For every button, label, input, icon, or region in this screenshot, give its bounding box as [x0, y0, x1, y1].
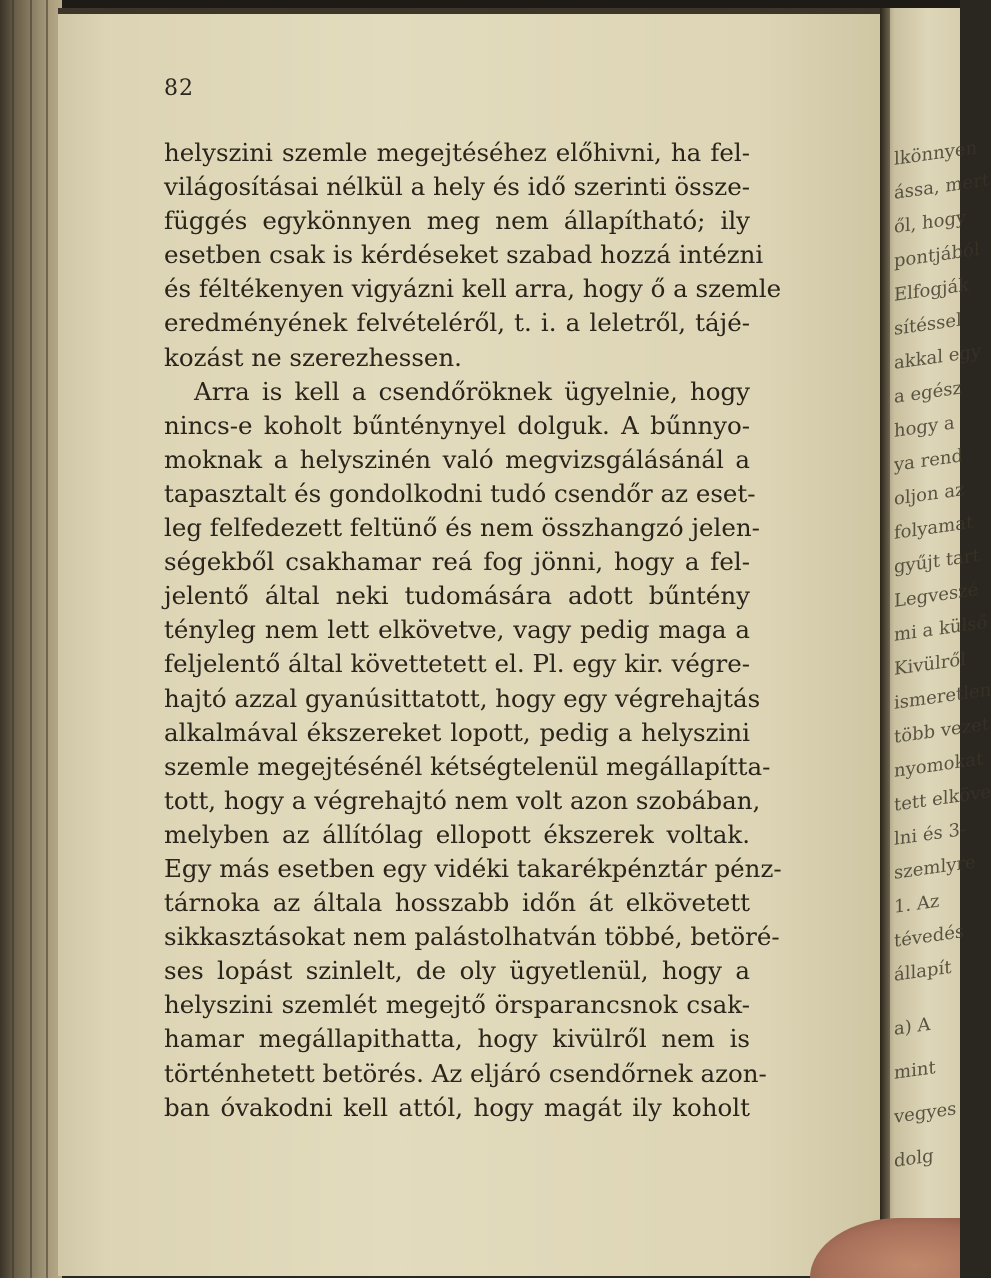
adjacent-page-fragment: Kivülről: [894, 648, 966, 680]
text-line: leg felfedezett feltünő és nem összhangzó jelen-: [164, 513, 760, 543]
adjacent-page-fragment: szemlyre: [894, 851, 976, 884]
adjacent-page-fragment: Elfogják: [894, 274, 970, 306]
text-line: Egy más esetben egy vidéki takarékpénztár pénz-: [164, 853, 782, 883]
adjacent-page-fragment: hogy a: [894, 412, 955, 442]
adjacent-page-fragment: mint: [894, 1057, 936, 1084]
adjacent-page-fragment: lni és 3-: [894, 818, 966, 850]
adjacent-page-fragment: akkal egy: [894, 340, 982, 374]
text-line: függés egykönnyen meg nem állapítható; ily: [164, 206, 750, 236]
adjacent-page-fragment: ássa, mert: [894, 169, 989, 204]
page-body-text: [164, 136, 782, 1125]
text-line: jelentő által neki tudomására adott bűntény: [164, 581, 750, 611]
text-line: Arra is kell a csendőröknek ügyelnie, hogy: [194, 376, 750, 406]
adjacent-page-fragment: 1. Az: [894, 890, 940, 918]
text-line: melyben az állítólag ellopott ékszerek voltak.: [164, 819, 750, 849]
spine-line: [12, 0, 14, 1278]
spine-line: [46, 0, 48, 1278]
adjacent-page-fragment: a) A: [894, 1013, 931, 1040]
text-line: tényleg nem lett elkövetve, vagy pedig maga a: [164, 615, 750, 645]
page-number: 82: [164, 76, 194, 101]
adjacent-page-fragment: lkönnyen: [894, 137, 978, 170]
adjacent-page-fragment: pontjából: [894, 238, 980, 272]
text-line: alkalmával ékszereket lopott, pedig a helyszini: [164, 717, 750, 747]
adjacent-page-fragment: gyűjt tart: [894, 544, 980, 578]
text-line: szemle megejtésénél kétségtelenül megállapítta-: [164, 751, 771, 781]
text-line: tapasztalt és gondolkodni tudó csendőr az eset-: [164, 478, 756, 508]
adjacent-page-fragment: több vezet: [894, 713, 990, 748]
adjacent-page-fragment: vegyes: [894, 1098, 957, 1128]
adjacent-page-fragment: állapít: [894, 956, 952, 986]
spine-line: [30, 0, 32, 1278]
text-line: tott, hogy a végrehajtó nem volt azon szobában,: [164, 785, 761, 815]
adjacent-page-fragment: tett elköve: [894, 781, 991, 816]
text-line: sikkasztásokat nem palástolhatván többé, betöré-: [164, 922, 780, 952]
text-line: ses lopást szinlelt, de oly ügyetlenül, hogy a: [164, 956, 750, 986]
adjacent-page-fragment: sítéssel: [894, 309, 962, 340]
adjacent-page-fragment: tévedés: [894, 921, 965, 952]
adjacent-page-fragment: dolg: [894, 1145, 934, 1172]
text-line: kozást ne szerezhessen.: [164, 342, 462, 372]
text-line: feljelentő által követtetett el. Pl. egy kir. végre-: [164, 649, 750, 679]
text-line: tárnoka az általa hosszabb időn át elkövetett: [164, 888, 750, 918]
text-line: moknak a helyszinén való megvizsgálásánál a: [164, 444, 750, 474]
text-line: nincs-e koholt bűnténynyel dolguk. A bűnnyo-: [164, 410, 750, 440]
book-left-edge: [0, 0, 62, 1278]
text-line: hajtó azzal gyanúsittatott, hogy egy végrehajtás: [164, 683, 761, 713]
adjacent-page-fragment: mi a külső: [894, 611, 988, 646]
adjacent-page-fragment: Legveszé: [894, 579, 979, 612]
adjacent-page-fragment: ismeretlen: [894, 679, 991, 714]
adjacent-page-fragment: a egész: [894, 377, 963, 408]
text-line: esetben csak is kérdéseket szabad hozzá intézni: [164, 240, 764, 270]
text-line: ségekből csakhamar reá fog jönni, hogy a fel-: [164, 547, 750, 577]
text-line: hamar megállapithatta, hogy kivülről nem is: [164, 1024, 750, 1054]
adjacent-page-edge: [880, 8, 991, 1278]
adjacent-page-fragment: ya rend: [894, 445, 963, 476]
text-line: helyszini szemle megejtéséhez előhivni, ha fel-: [164, 138, 750, 167]
adjacent-page-fragment: oljon az: [894, 479, 965, 510]
text-line: helyszini szemlét megejtő örsparancsnok csak-: [164, 990, 750, 1020]
page-gutter: [880, 8, 890, 1278]
text-line: világosításai nélkül a hely és idő szerinti össze-: [164, 172, 750, 202]
text-line: történhetett betörés. Az eljáró csendőrnek azon-: [164, 1058, 767, 1088]
adjacent-page-fragment: folyamat: [894, 511, 974, 544]
adjacent-page-fragment: nyomokat: [894, 748, 984, 782]
text-line: és féltékenyen vigyázni kell arra, hogy ő a szemle: [164, 274, 782, 304]
adjacent-page-fragment: ől, hogy: [894, 206, 967, 238]
text-line: ban óvakodni kell attól, hogy magát ily koholt: [164, 1092, 750, 1122]
text-line: eredményének felvételéről, t. i. a leletről, tájé-: [164, 308, 750, 338]
